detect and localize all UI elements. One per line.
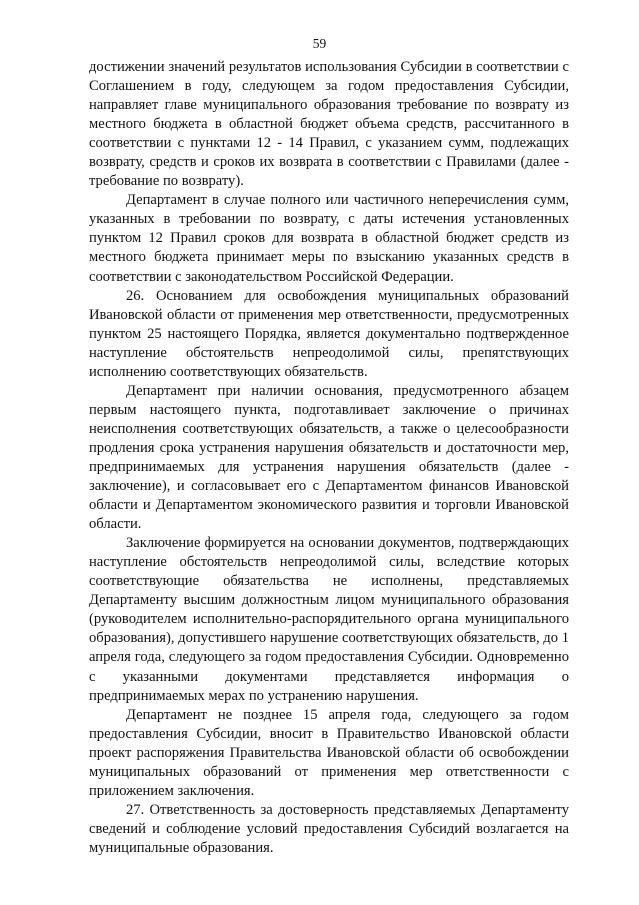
paragraph: Заключение формируется на основании документов, подтверждающих наступление обстоятельств непреодолимой силы, вследствие которых соответствующие обязательства не исполнены, представляемых Департаменту высшим должностным лицом муниципального образования (руководителем исполнительно-распорядительного органа муниципального образования), допустившего нарушение соответствующих обязательств, до 1 апреля года, следующего за годом предоставления Субсидии. Одновременно с указанными документами представляется информация о предпринимаемых мерах по устранению нарушения. xyxy=(89,535,569,704)
paragraph: Департамент в случае полного или частичного неперечисления сумм, указанных в требовании по возврату, с даты истечения установленных пунктом 12 Правил сроков для возврата в областной бюджет средств из местного бюджета принимает меры по взысканию указанных средств в соответствии с законодательством Российской Федерации. xyxy=(89,192,569,285)
document-body xyxy=(89,58,569,858)
paragraph-clause-27: 27. Ответственность за достоверность представляемых Департаменту сведений и соблюдение условий предоставления Субсидий возлагается на муниципальные образования. xyxy=(89,801,569,856)
paragraph-continuation: достижении значений результатов использования Субсидии в соответствии с Соглашением в году, следующем за годом предоставления Субсидии, направляет главе муниципального образования требование по возврату из местного бюджета в областной бюджет объема средств, рассчитанного в соответствии с пунктами 12 - 14 Правил, с указанием сумм, подлежащих возврату, средств и сроков их возврата в соответствии с Правилами (далее - требование по возврату). xyxy=(89,59,569,190)
paragraph-clause-26: 26. Основанием для освобождения муниципальных образований Ивановской области от применения мер ответственности, предусмотренных пунктом 25 настоящего Порядка, является документально подтвержденное наступление обстоятельств непреодолимой силы, препятствующих исполнению соответствующих обязательств. xyxy=(89,287,569,380)
page-number: 59 xyxy=(312,36,327,51)
paragraph: Департамент не позднее 15 апреля года, следующего за годом предоставления Субсидии, вносит в Правительство Ивановской области проект распоряжения Правительства Ивановской области об освобождении муниципальных образований от применения мер ответственности с приложением заключения. xyxy=(89,706,569,799)
paragraph: Департамент при наличии основания, предусмотренного абзацем первым настоящего пункта, подготавливает заключение о причинах неисполнения соответствующих обязательств, а также о целесообразности продления срока устранения нарушения обязательств и достаточности мер, предпринимаемых для устранения нарушения обязательств (далее - заключение), и согласовывает его с Департаментом финансов Ивановской области и Департаментом экономического развития и торговли Ивановской области. xyxy=(89,382,569,533)
